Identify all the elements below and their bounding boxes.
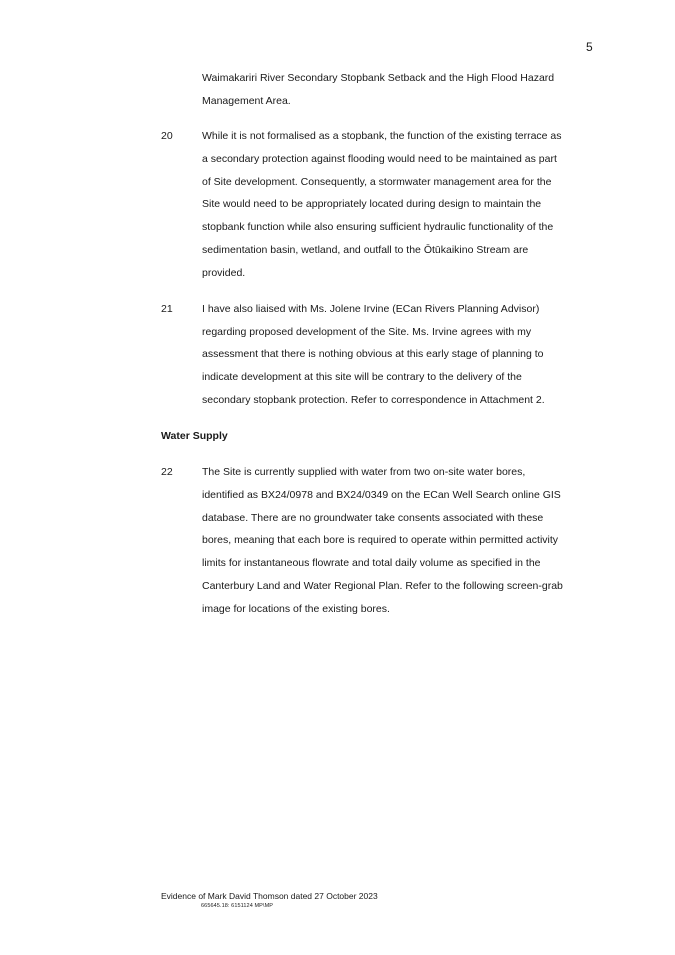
- paragraph-line: bores, meaning that each bore is required to operate within permitted activity: [202, 534, 559, 546]
- paragraph-number: 21: [161, 303, 173, 315]
- paragraph-line: limits for instantaneous flowrate and total daily volume as specified in the: [202, 557, 541, 569]
- paragraph-line: identified as BX24/0978 and BX24/0349 on the ECan Well Search online GIS: [202, 489, 561, 501]
- section-heading: Water Supply: [161, 430, 228, 442]
- footer-reference: 665645.18: 6151124 MP\MP: [201, 903, 274, 909]
- paragraph-line: a secondary protection against flooding would need to be maintained as part: [202, 153, 557, 165]
- paragraph-line: regarding proposed development of the Site. Ms. Irvine agrees with my: [202, 326, 532, 338]
- paragraph-line: provided.: [202, 267, 246, 279]
- continuation-line: Management Area.: [202, 95, 291, 107]
- paragraph-line: While it is not formalised as a stopbank, the function of the existing terrace as: [202, 130, 562, 142]
- paragraph-line: secondary stopbank protection. Refer to correspondence in Attachment 2.: [202, 394, 545, 406]
- paragraph-line: assessment that there is nothing obvious at this early stage of planning to: [202, 348, 544, 360]
- paragraph-line: Canterbury Land and Water Regional Plan. Refer to the following screen-grab: [202, 580, 563, 592]
- paragraph-line: indicate development at this site will be contrary to the delivery of the: [202, 371, 522, 383]
- paragraph-line: database. There are no groundwater take consents associated with these: [202, 512, 544, 524]
- paragraph-number: 20: [161, 130, 173, 142]
- paragraph-line: I have also liaised with Ms. Jolene Irvine (ECan Rivers Planning Advisor): [202, 303, 540, 315]
- footer-citation: Evidence of Mark David Thomson dated 27 October 2023: [161, 891, 378, 901]
- continuation-line: Waimakariri River Secondary Stopbank Setback and the High Flood Hazard: [202, 72, 555, 84]
- paragraph-line: image for locations of the existing bores.: [202, 603, 390, 615]
- paragraph-line: The Site is currently supplied with water from two on-site water bores,: [202, 466, 526, 478]
- paragraph-number: 22: [161, 466, 173, 478]
- page-number: 5: [586, 40, 593, 54]
- paragraph-line: sedimentation basin, wetland, and outfall to the Ōtūkaikino Stream are: [202, 244, 529, 256]
- paragraph-line: stopbank function while also ensuring sufficient hydraulic functionality of the: [202, 221, 554, 233]
- paragraph-line: of Site development. Consequently, a stormwater management area for the: [202, 176, 552, 188]
- paragraph-line: Site would need to be appropriately located during design to maintain the: [202, 198, 542, 210]
